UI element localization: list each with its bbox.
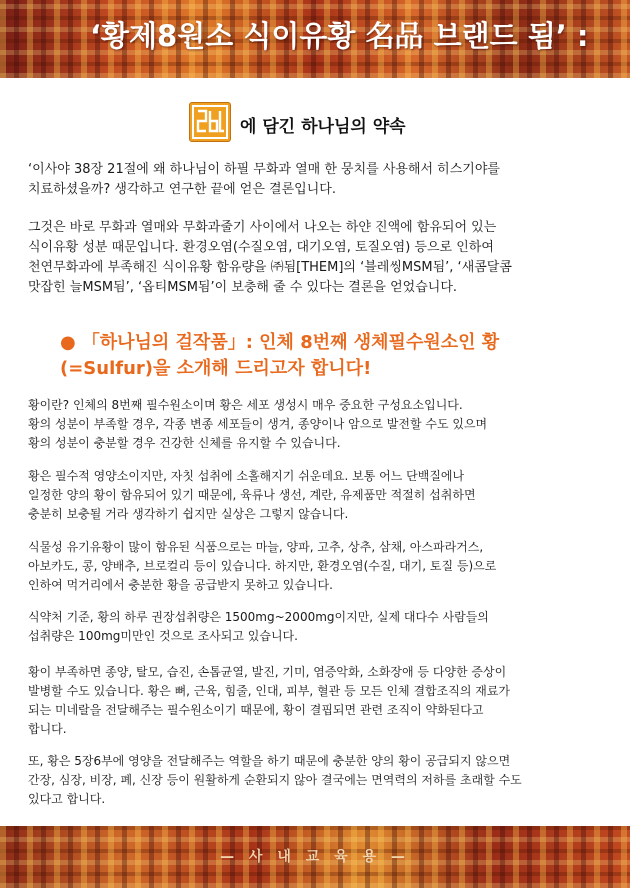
text-line: 아보카도, 콩, 양배추, 브로컬리 등이 있습니다. 하지만, 환경오염(수질, 대기, 토질 등)으로: [28, 559, 497, 573]
text-line: 간장, 심장, 비장, 폐, 신장 등이 원활하게 순환되지 않아 결국에는 면역력의 저하를 초래할 수도: [28, 773, 522, 787]
bullet-icon: ●: [60, 332, 76, 353]
body-paragraph-4: [28, 608, 608, 646]
heading-title: 에 담긴 하나님의 약속: [240, 117, 406, 137]
highlight-heading: [60, 330, 499, 382]
highlight-line-2: (=Sulfur)을 소개해 드리고자 합니다!: [60, 358, 372, 379]
text-line: 천연무화과에 부족해진 식이유황 함유량을 ㈜됨[THEM]의 ‘블레씽MSM됨’, ‘새콤달콤: [28, 260, 512, 275]
body-paragraph-3: [28, 538, 608, 595]
text-line: 황은 필수적 영양소이지만, 자칫 섭취에 소홀해지기 쉬운데요. 보통 어느 단백질에나: [28, 469, 465, 483]
text-line: 또, 황은 5장6부에 영양을 전달해주는 역할을 하기 때문에 충분한 양의 황이 공급되지 않으면: [28, 754, 511, 768]
text-line: 충분히 보충될 거라 생각하기 쉽지만 실상은 그렇지 않습니다.: [28, 507, 349, 521]
text-line: 일정한 양의 황이 함유되어 있기 때문에, 육류나 생선, 계란, 유제품만 적절히 섭취하면: [28, 488, 476, 502]
footer-label: — 사 내 교 육 용 —: [220, 849, 410, 865]
intro-paragraph-2: [28, 218, 608, 298]
text-line: 맛잡힌 늘MSM됨’, ‘옵티MSM됨’이 보충해 줄 수 있다는 결론을 얻었습니다.: [28, 280, 458, 295]
section-heading: [0, 100, 630, 144]
text-line: 인하여 먹거리에서 충분한 황을 공급받지 못하고 있습니다.: [28, 578, 333, 592]
line1-wrap: [60, 332, 499, 353]
text-line: 황의 성분이 부족할 경우, 각종 변종 세포들이 생겨, 종양이나 암으로 발전할 수도 있으며: [28, 417, 488, 431]
text-line: 합니다.: [28, 722, 67, 736]
text-line: 황이란? 인체의 8번째 필수원소이며 황은 세포 생성시 매우 중요한 구성요소입니다.: [28, 398, 463, 412]
text-line: 황의 성분이 충분할 경우 건강한 신체를 유지할 수 있습니다.: [28, 436, 341, 450]
body-paragraph-6: [28, 752, 608, 809]
text-line: 식약처 기준, 황의 하루 권장섭취량은 1500mg~2000mg이지만, 실제 대다수 사람들의: [28, 610, 489, 624]
bottom-banner: [0, 826, 630, 888]
top-banner: [0, 0, 630, 78]
text-line: 되는 미네랄을 전달해주는 필수원소이기 때문에, 황이 결핍되면 관련 조직이 약화된다고: [28, 703, 484, 717]
text-line: 식이유황 성분 때문입니다. 환경오염(수질오염, 대기오염, 토질오염) 등으로 인하여: [28, 240, 494, 255]
ssb-logo-icon: [189, 102, 231, 142]
body-paragraph-2: [28, 467, 608, 524]
intro-paragraph-1: [28, 160, 608, 200]
text-line: 황이 부족하면 종양, 탈모, 습진, 손톱균열, 발진, 기미, 염증악화, 소화장애 등 다양한 증상이: [28, 665, 507, 679]
text-line: 식물성 유기유황이 많이 함유된 식품으로는 마늘, 양파, 고추, 상추, 삼채, 아스파라거스,: [28, 540, 484, 554]
text-line: 발병할 수도 있습니다. 황은 뼈, 근육, 힘줄, 인대, 피부, 혈관 등 모든 인체 결합조직의 재료가: [28, 684, 511, 698]
highlight-line-1: 「하나님의 걸작품」: 인체 8번째 생체필수원소인 황: [81, 332, 500, 353]
body-paragraph-5: [28, 663, 608, 739]
body-paragraph-1: [28, 396, 608, 453]
text-line: 있다고 합니다.: [28, 792, 106, 806]
text-line: ‘이사야 38장 21절에 왜 하나님이 하필 무화과 열매 한 뭉치를 사용해서 히스기야를: [28, 162, 500, 177]
banner-title: ‘황제8원소 식이유황 名品 브랜드 됨’ :: [90, 19, 589, 53]
text-line: 섭취량은 100mg미만인 것으로 조사되고 있습니다.: [28, 629, 298, 643]
text-line: 치료하셨을까? 생각하고 연구한 끝에 얻은 결론입니다.: [28, 182, 336, 197]
text-line: 그것은 바로 무화과 열매와 무화과줄기 사이에서 나오는 하얀 진액에 함유되어 있는: [28, 220, 497, 235]
